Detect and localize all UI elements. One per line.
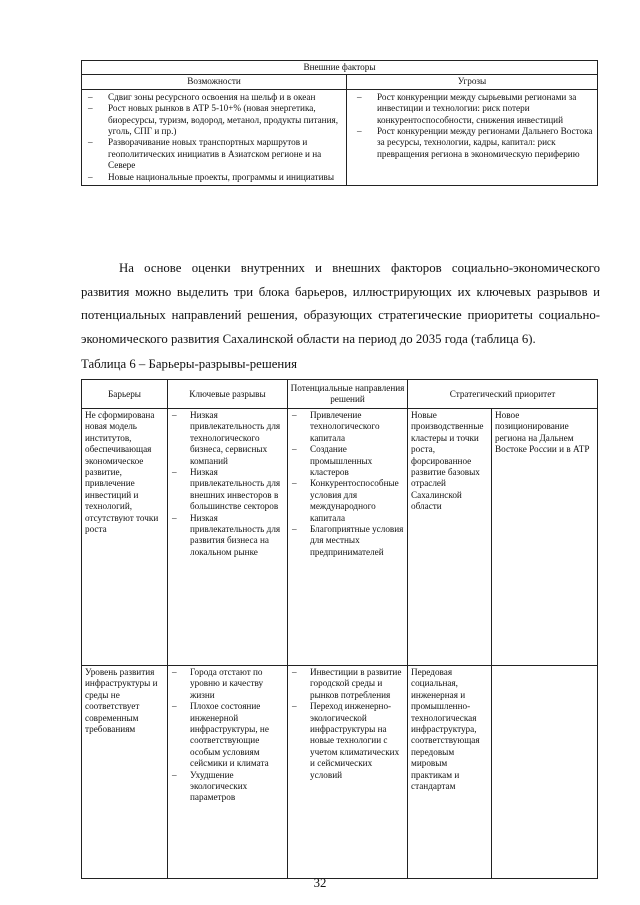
priority-cell-a: Передовая социальная, инженерная и промышленно-технологическая инфраструктура, соответствующая передовым мировым практикам и стандартам (408, 666, 492, 879)
gap-item: – Ухудшение экологических параметров (170, 770, 286, 804)
solution-item: – Привлечение технологического капитала (290, 410, 406, 444)
page-number: 32 (313, 876, 327, 890)
threat-item: – Рост конкуренции между регионами Дальнего Востока за ресурсы, технологии, кадры, капитал: риск превращения региона в экономическую периферию (353, 126, 593, 160)
header-gaps: Ключевые разрывы (168, 380, 288, 409)
table-row (82, 666, 598, 879)
body-paragraph (81, 257, 600, 351)
opportunities-cell (82, 89, 347, 185)
gap-item: – Низкая привлекательность для внешних инвесторов в большинстве секторов (170, 467, 286, 513)
external-factors-header: Внешние факторы (82, 61, 598, 75)
opportunity-item: – Новые национальные проекты, программы и инициативы (84, 172, 342, 183)
solution-item: – Создание промышленных кластеров (290, 444, 406, 478)
priority-cell-a: Новые производственные кластеры и точки роста, форсированное развитие базовых отраслей Сахалинской области (408, 409, 492, 666)
gap-item: – Низкая привлекательность для технологического бизнеса, сервисных компаний (170, 410, 286, 467)
barrier-cell: Уровень развития инфраструктуры и среды не соответствует современным требованиям (82, 666, 168, 879)
header-barriers: Барьеры (82, 380, 168, 409)
header-solutions: Потенциальные направления решений (288, 380, 408, 409)
gap-item: – Города отстают по уровню и качеству жизни (170, 667, 286, 701)
barriers-gaps-solutions-table (81, 379, 598, 879)
table-caption: Таблица 6 – Барьеры-разрывы-решения (81, 357, 297, 371)
solutions-cell (288, 666, 408, 879)
solution-item: – Конкурентоспособные условия для международного капитала (290, 478, 406, 524)
opportunities-header: Возможности (82, 75, 347, 89)
threat-item: – Рост конкуренции между сырьевыми регионами за инвестиции и технологии: риск потери конкурентоспособности, снижения инвестиций (353, 92, 593, 126)
priority-cell-b (492, 666, 598, 879)
table-row (82, 409, 598, 666)
barrier-cell: Не сформирована новая модель институтов, обеспечивающая экономическое развитие, привлечение инвестиций и технологий, отсутствуют точки роста (82, 409, 168, 666)
external-factors-table (81, 60, 598, 186)
gap-item: – Низкая привлекательность для развития бизнеса на локальном рынке (170, 513, 286, 559)
threats-cell (347, 89, 598, 185)
header-priority: Стратегический приоритет (408, 380, 598, 409)
gaps-cell (168, 666, 288, 879)
paragraph-text: На основе оценки внутренних и внешних факторов социально-экономического развития можно выделить три блока барьеров, иллюстрирующих их ключевых разрывов и потенциальных направлений решения, образующих стратегические приоритеты социально-экономического развития Сахалинской области на период до 2035 года (таблица 6). (81, 261, 600, 346)
gap-item: – Плохое состояние инженерной инфраструктуры, не соответствующие особым условиям сейсмики и климата (170, 701, 286, 769)
solution-item: – Инвестиции в развитие городской среды и рынков потребления (290, 667, 406, 701)
gaps-cell (168, 409, 288, 666)
opportunity-item: – Сдвиг зоны ресурсного освоения на шельф и в океан (84, 92, 342, 103)
opportunity-item: – Разворачивание новых транспортных маршрутов и геополитических инициатив в Азиатском регионе и на Севере (84, 137, 342, 171)
solution-item: – Благоприятные условия для местных предпринимателей (290, 524, 406, 558)
priority-cell-b: Новое позиционирование региона на Дальнем Востоке России и в АТР (492, 409, 598, 666)
opportunity-item: – Рост новых рынков в АТР 5-10+% (новая энергетика, биоресурсы, туризм, водород, метанол, продукты питания, уголь, СПГ и пр.) (84, 103, 342, 137)
solution-item: – Переход инженерно-экологической инфраструктуры на новые технологии с учетом климатических и сейсмических условий (290, 701, 406, 781)
solutions-cell (288, 409, 408, 666)
threats-header: Угрозы (347, 75, 598, 89)
